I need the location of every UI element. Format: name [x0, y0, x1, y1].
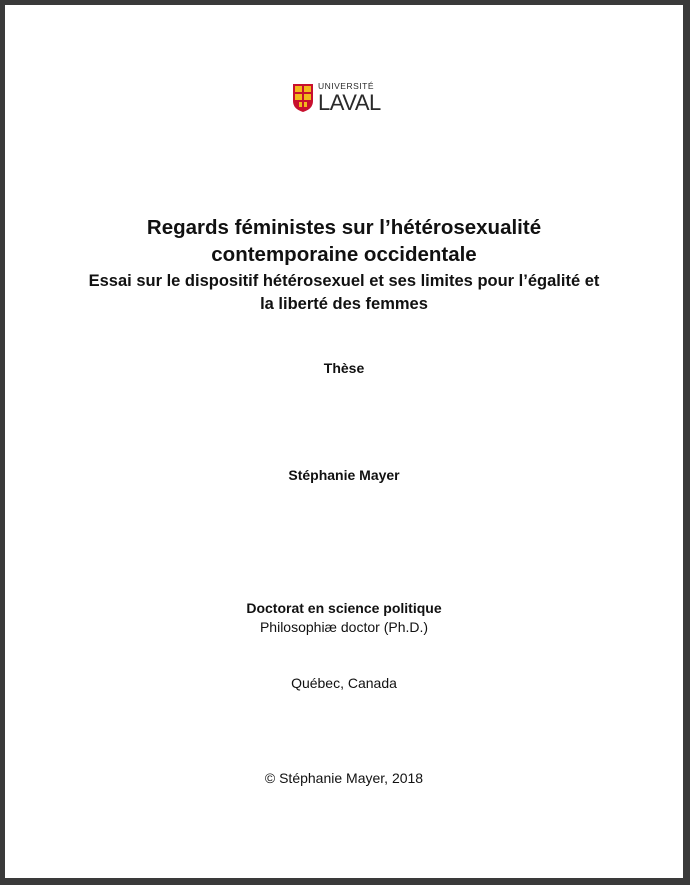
logo-line-laval: LAVAL [318, 89, 381, 115]
shield-crest-icon [292, 83, 314, 113]
document-type: Thèse [323, 360, 365, 376]
thesis-title: Regards féministes sur l’hétérosexualité contemporaine occidentale [146, 216, 542, 266]
university-logo [292, 82, 381, 114]
author-name: Stéphanie Mayer [288, 467, 400, 483]
logo-line-universite: UNIVERSITÉ [318, 81, 375, 91]
thesis-subtitle: Essai sur le dispositif hétérosexuel et ses limites pour l’égalité et la liberté des femmes [88, 272, 600, 313]
degree-name: Doctorat en science politique [246, 600, 442, 616]
logo-wordmark [318, 82, 381, 114]
degree-latin: Philosophiæ doctor (Ph.D.) [259, 619, 429, 635]
place: Québec, Canada [291, 675, 397, 691]
thesis-title-page [5, 5, 683, 878]
copyright: © Stéphanie Mayer, 2018 [264, 770, 424, 786]
title-block [5, 214, 683, 316]
